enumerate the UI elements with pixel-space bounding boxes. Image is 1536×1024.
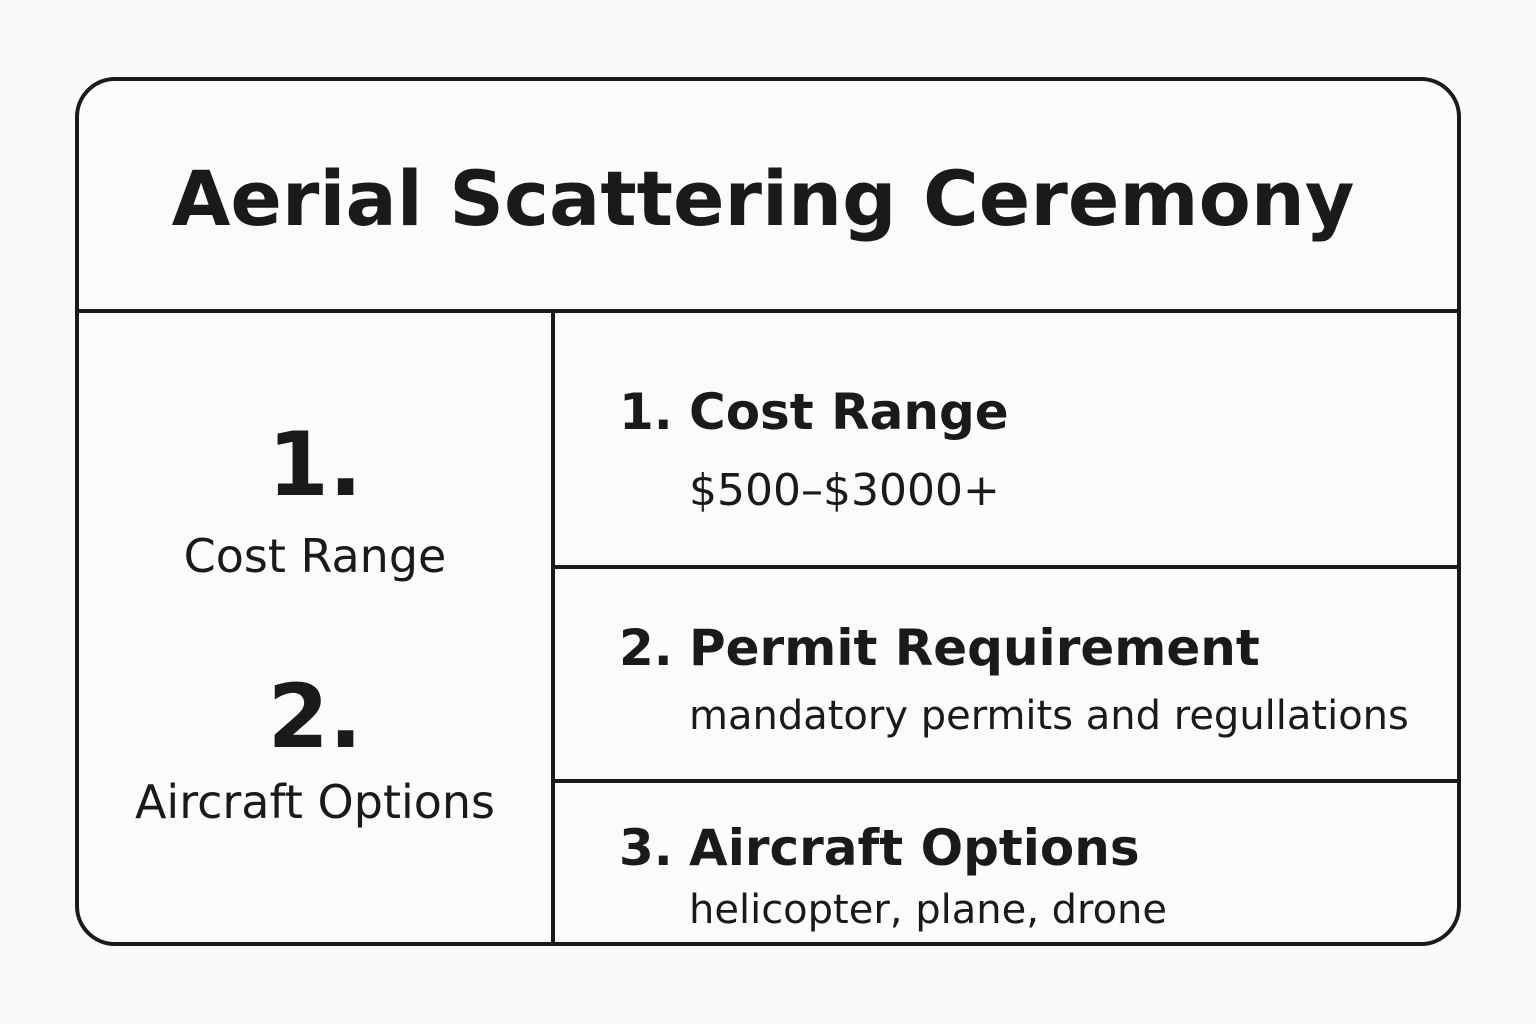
detail-row-aircraft (555, 783, 1461, 945)
page-title: Aerial Scattering Ceremony (171, 153, 1355, 243)
detail-row-number: 3. (619, 819, 673, 877)
summary-item (79, 665, 551, 829)
detail-row-permit (555, 569, 1461, 783)
detail-row-heading (619, 619, 1260, 677)
summary-column (79, 313, 555, 945)
detail-row-title: Permit Requirement (689, 619, 1260, 677)
summary-item-number: 1. (267, 413, 363, 516)
summary-item-label: Cost Range (183, 529, 447, 583)
summary-item (79, 413, 551, 583)
summary-item-number: 2. (267, 665, 363, 768)
detail-row-cost (555, 313, 1461, 569)
detail-row-number: 1. (619, 383, 673, 441)
details-column (555, 313, 1461, 945)
info-card (75, 77, 1461, 946)
detail-row-number: 2. (619, 619, 673, 677)
detail-row-heading (619, 383, 1009, 441)
detail-row-title: Aircraft Options (689, 819, 1140, 877)
detail-row-text: $500–$3000+ (689, 465, 1000, 516)
detail-row-title: Cost Range (689, 383, 1009, 441)
detail-row-text: helicopter, plane, drone (689, 887, 1168, 933)
summary-item-label: Aircraft Options (134, 775, 496, 829)
detail-row-text: mandatory permits and regullations (689, 693, 1409, 739)
detail-row-heading (619, 819, 1140, 877)
card-header (79, 81, 1457, 313)
